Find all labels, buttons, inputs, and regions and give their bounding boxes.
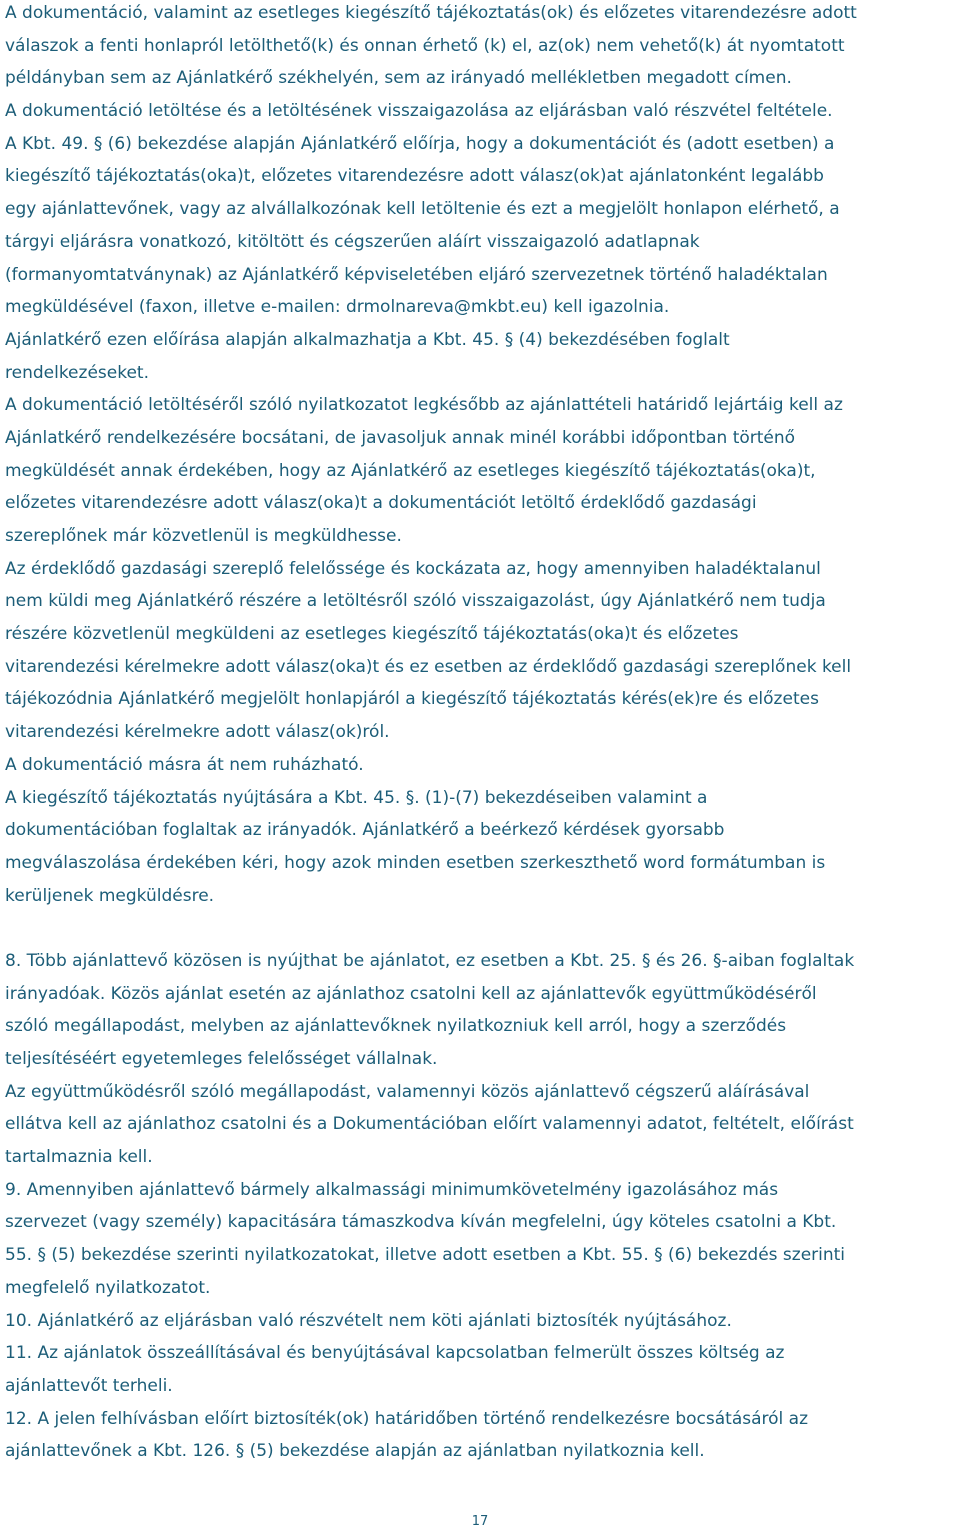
text-line: kiegészítő tájékoztatás(oka)t, előzetes vitarendezésre adott válasz(ok)at ajánlatonként legalább <box>5 166 824 187</box>
text-line: A dokumentáció másra át nem ruházható. <box>5 754 364 775</box>
text-line: szóló megállapodást, melyben az ajánlattevőknek nyilatkozniuk kell arról, hogy a szerződés <box>5 1016 787 1037</box>
text-line: A dokumentáció, valamint az esetleges kiegészítő tájékoztatás(ok) és előzetes vitarendezésre adott <box>5 3 857 23</box>
text-line: megválaszolása érdekében kéri, hogy azok minden esetben szerkeszthető word formátumban is <box>5 852 826 873</box>
text-line: megküldésével (faxon, illetve e-mailen: drmolnareva@mkbt.eu) kell igazolnia. <box>5 297 670 318</box>
text-line: (formanyomtatványnak) az Ajánlatkérő képviseletében eljáró szervezetnek történő haladéktalan <box>5 264 828 285</box>
text-line: részére közvetlenül megküldeni az esetleges kiegészítő tájékoztatás(oka)t és előzetes <box>5 624 739 645</box>
text-line: tájékozódnia Ajánlatkérő megjelölt honlapjáról a kiegészítő tájékoztatás kérés(ek)re és előzetes <box>5 689 819 710</box>
text-line: megfelelő nyilatkozatot. <box>5 1277 211 1298</box>
text-line: Az együttműködésről szóló megállapodást, valamennyi közös ajánlattevő cégszerű aláírásával <box>5 1081 810 1102</box>
text-line: rendelkezéseket. <box>5 362 149 383</box>
text-line: Ajánlatkérő ezen előírása alapján alkalmazhatja a Kbt. 45. § (4) bekezdésében foglalt <box>5 329 730 350</box>
text-line: teljesítéséért egyetemleges felelősséget vállalnak. <box>5 1049 438 1069</box>
text-line: 9. Amennyiben ajánlattevő bármely alkalmassági minimumkövetelmény igazolásához más <box>5 1179 779 1200</box>
text-line: A dokumentáció letöltése és a letöltésének visszaigazolása az eljárásban való részvétel feltétele. <box>5 101 833 122</box>
text-line: szereplőnek már közvetlenül is megküldhesse. <box>5 526 402 546</box>
text-line: előzetes vitarendezésre adott válasz(oka)t a dokumentációt letöltő érdeklődő gazdasági <box>5 493 757 514</box>
text-line: tartalmaznia kell. <box>5 1147 153 1168</box>
text-line: irányadóak. Közös ajánlat esetén az ajánlathoz csatolni kell az ajánlattevők együttműködéséről <box>5 983 817 1004</box>
blank-line <box>5 912 955 945</box>
text-line: Az érdeklődő gazdasági szereplő felelőssége és kockázata az, hogy amennyiben haladéktalanul <box>5 558 821 579</box>
text-line: megküldését annak érdekében, hogy az Ajánlatkérő az esetleges kiegészítő tájékoztatás(oka)t, <box>5 460 816 481</box>
text-line: 55. § (5) bekezdése szerinti nyilatkozatokat, illetve adott esetben a Kbt. 55. § (6) bekezdés szerinti <box>5 1245 846 1266</box>
text-line: A Kbt. 49. § (6) bekezdése alapján Ajánlatkérő előírja, hogy a dokumentációt és (adott esetben) a <box>5 133 835 154</box>
text-line: egy ajánlattevőnek, vagy az alvállalkozónak kell letöltenie és ezt a megjelölt honlapon elérhető, a <box>5 199 840 220</box>
text-line: 12. A jelen felhívásban előírt biztosíték(ok) határidőben történő rendelkezésre bocsátásáról az <box>5 1408 808 1429</box>
text-line: dokumentációban foglaltak az irányadók. Ajánlatkérő a beérkező kérdések gyorsabb <box>5 820 725 841</box>
text-line: példányban sem az Ajánlatkérő székhelyén, sem az irányadó mellékletben megadott címen. <box>5 68 792 89</box>
text-line: válaszok a fenti honlapról letölthető(k) és onnan érhető (k) el, az(ok) nem vehető(k) át nyomtatott <box>5 35 845 56</box>
text-line: ajánlattevőnek a Kbt. 126. § (5) bekezdése alapján az ajánlatban nyilatkoznia kell. <box>5 1441 705 1462</box>
text-line: 8. Több ajánlattevő közösen is nyújthat be ajánlatot, ez esetben a Kbt. 25. § és 26. §-aiban foglaltak <box>5 950 855 971</box>
page-number: 17 <box>471 1514 489 1529</box>
document-body <box>5 0 955 1468</box>
text-line: szervezet (vagy személy) kapacitására támaszkodva kíván megfelelni, úgy köteles csatolni a Kbt. <box>5 1212 837 1233</box>
text-line: 10. Ajánlatkérő az eljárásban való részvételt nem köti ajánlati biztosíték nyújtásához. <box>5 1310 732 1331</box>
text-line: 11. Az ajánlatok összeállításával és benyújtásával kapcsolatban felmerült összes költség az <box>5 1343 785 1364</box>
text-line: ajánlattevőt terheli. <box>5 1375 173 1396</box>
text-line: vitarendezési kérelmekre adott válasz(oka)t és ez esetben az érdeklődő gazdasági szereplőnek kell <box>5 656 852 677</box>
text-line: nem küldi meg Ajánlatkérő részére a letöltésről szóló visszaigazolást, úgy Ajánlatkérő nem tudja <box>5 591 826 612</box>
text-line: A dokumentáció letöltéséről szóló nyilatkozatot legkésőbb az ajánlattételi határidő lejártáig kell az <box>5 395 843 416</box>
text-line: A kiegészítő tájékoztatás nyújtására a Kbt. 45. §. (1)-(7) bekezdéseiben valamint a <box>5 787 708 808</box>
text-line: kerüljenek megküldésre. <box>5 885 215 906</box>
text-line: ellátva kell az ajánlathoz csatolni és a Dokumentációban előírt valamennyi adatot, feltételt, előírást <box>5 1114 854 1135</box>
text-line: Ajánlatkérő rendelkezésére bocsátani, de javasoljuk annak minél korábbi időpontban történő <box>5 427 796 448</box>
text-line: tárgyi eljárásra vonatkozó, kitöltött és cégszerűen aláírt visszaigazoló adatlapnak <box>5 231 700 252</box>
text-line: vitarendezési kérelmekre adott válasz(ok)ról. <box>5 722 390 743</box>
